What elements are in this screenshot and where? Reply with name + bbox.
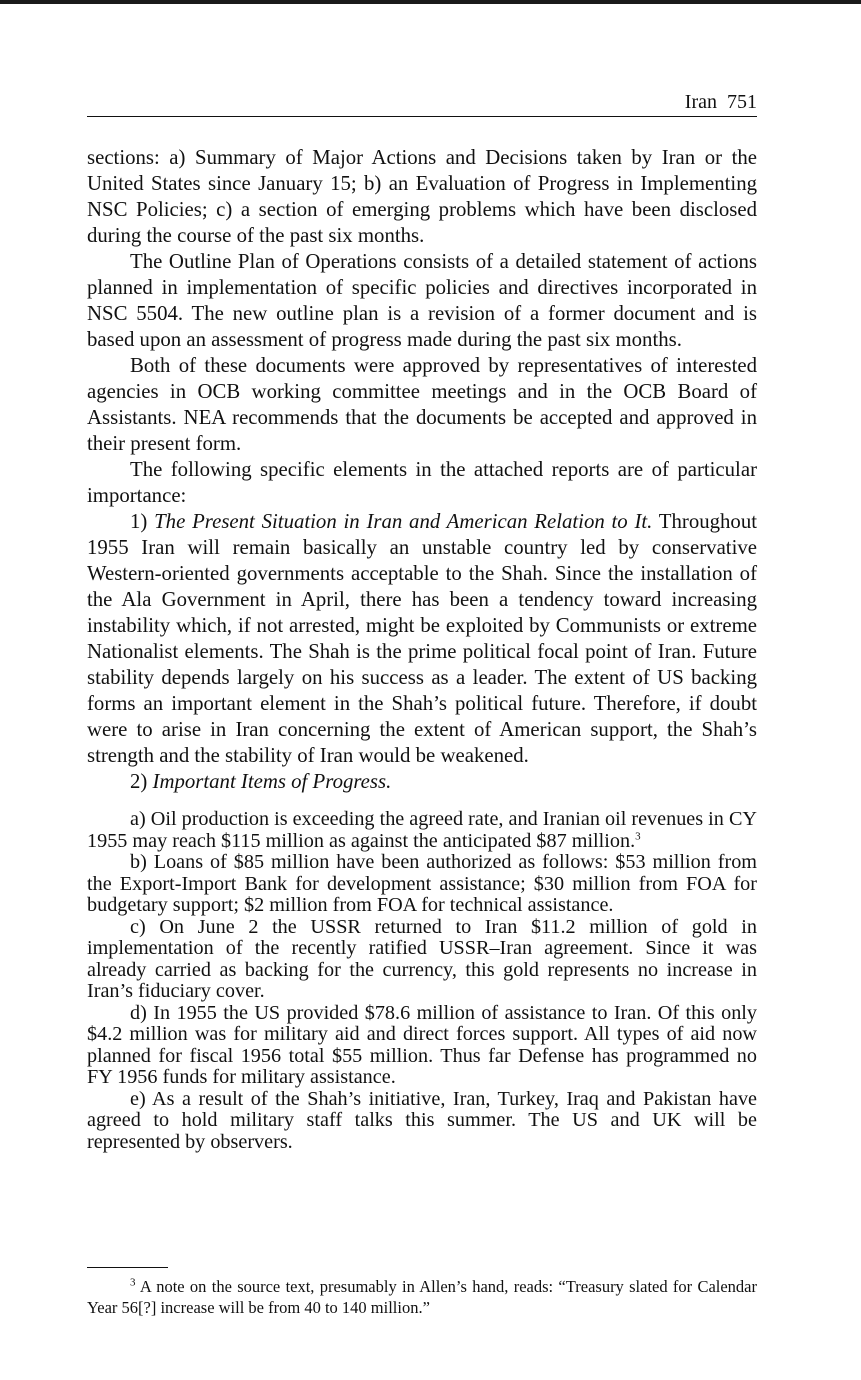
item-a [87, 809, 757, 852]
item-e: e) As a result of the Shah’s initiative, Iran, Turkey, Iraq and Pakistan have agreed to hold military staff talks this summer. The US and UK will be represented by observers. [87, 1087, 757, 1153]
paragraph-6 [87, 769, 757, 795]
section-1-title: The Present Situation in Iran and American Relation to It. [154, 510, 653, 533]
item-b: b) Loans of $85 million have been authorized as follows: $53 million from the Export-Import Bank for development assistance; $30 million from FOA for budgetary support; $2 million from FOA for technical assistance. [87, 851, 757, 916]
paragraph-5 [87, 509, 757, 769]
item-a-text: a) Oil production is exceeding the agreed rate, and Iranian oil revenues in CY 1955 may reach $115 million as against the anticipated $87 million. [87, 808, 757, 852]
section-2-title: Important Items of Progress. [152, 770, 392, 793]
section-1-number: 1) [130, 510, 148, 533]
header-title: Iran [684, 91, 717, 113]
section-2-number: 2) [130, 770, 148, 793]
footnote-rule [87, 1267, 168, 1268]
page-number: 751 [727, 91, 757, 113]
running-header [87, 88, 757, 117]
item-d: d) In 1955 the US provided $78.6 million of assistance to Iran. Of this only $4.2 million was for military aid and direct forces support. All types of aid now planned for fiscal 1956 total $55 million. Thus far Defense has programmed no FY 1956 funds for military assistance. [87, 1001, 757, 1088]
footnote-text: A note on the source text, presumably in Allen’s hand, reads: “Treasury slated for Calendar Year 56[?] increase will be from 40 to 140 million.” [87, 1277, 758, 1317]
main-text [87, 145, 757, 1153]
footnote-marker: 3 [130, 1276, 136, 1289]
section-1-body: Throughout 1955 Iran will remain basically an unstable country led by conservative Western-oriented governments acceptable to the Shah. Since the installation of the Ala Government in April, there has been a tendency toward increasing instability which, if not arrested, might be exploited by Communists or extreme Nationalist elements. The Shah is the prime political focal point of Iran. Future stability depends largely on his success as a leader. The extent of US backing forms an important element in the Shah’s political future. Therefore, if doubt were to arise in Iran concerning the extent of American support, the Shah’s strength and the stability of Iran would be weakened. [87, 510, 757, 767]
top-border [0, 0, 861, 4]
footnote-reference[interactable]: 3 [635, 829, 641, 842]
paragraph-3: Both of these documents were approved by representatives of interested agencies in OCB working committee meetings and in the OCB Board of Assistants. NEA recommends that the documents be accepted and approved in their present form. [87, 354, 757, 455]
paragraph-1: sections: a) Summary of Major Actions and Decisions taken by Iran or the United States since January 15; b) an Evaluation of Progress in Implementing NSC Policies; c) a section of emerging problems which have been disclosed during the course of the past six months. [87, 146, 757, 247]
item-c: c) On June 2 the USSR returned to Iran $11.2 million of gold in implementation of the recently ratified USSR–Iran agreement. Since it was already carried as backing for the currency, this gold represents no increase in Iran’s fiduciary cover. [87, 915, 757, 1002]
footnote [87, 1276, 757, 1318]
paragraph-2: The Outline Plan of Operations consists of a detailed statement of actions planned in implementation of specific policies and directives incorporated in NSC 5504. The new outline plan is a revision of a former document and is based upon an assessment of progress made during the past six months. [87, 250, 757, 351]
paragraph-4: The following specific elements in the attached reports are of particular importance: [87, 458, 757, 507]
progress-items [87, 809, 757, 1153]
